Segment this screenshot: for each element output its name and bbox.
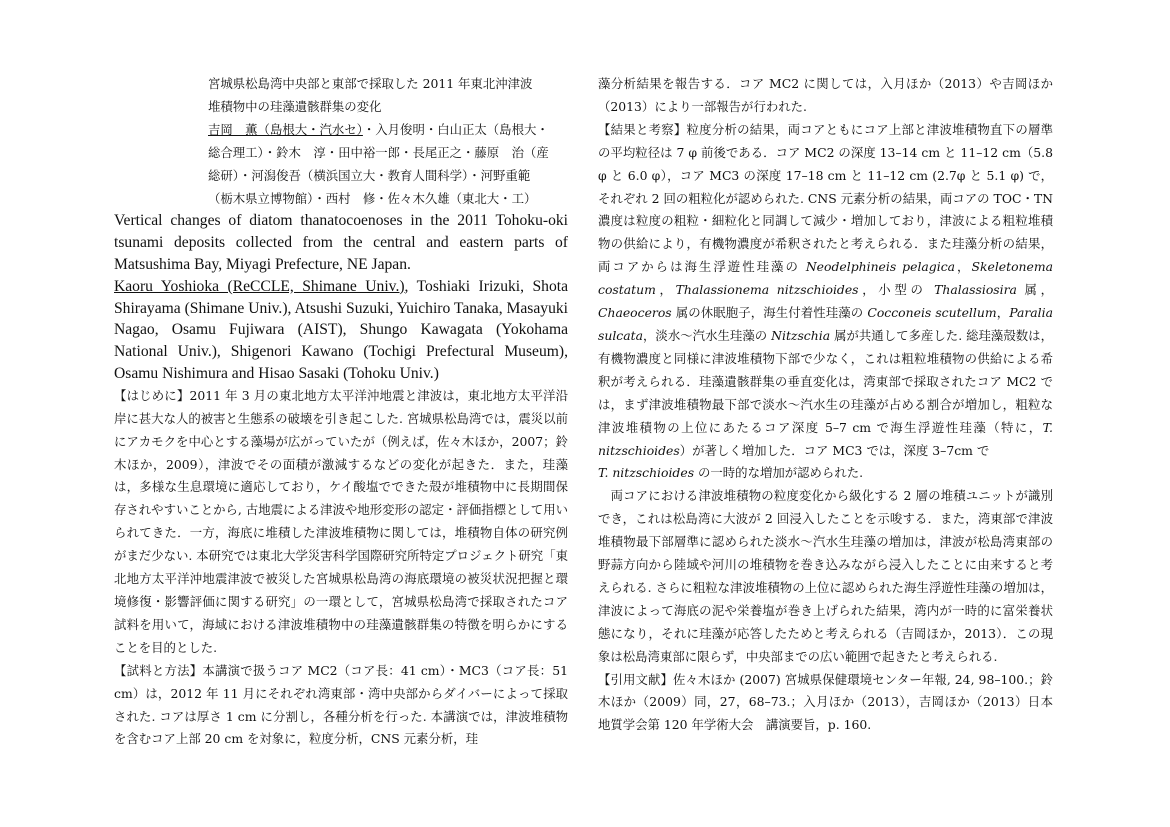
species-name: Paralia sulcata	[598, 305, 1053, 343]
presenter-en: Kaoru Yoshioka (ReCCLE, Shimane Univ.)	[114, 277, 405, 295]
species-name: Cocconeis scutellum	[867, 305, 997, 321]
authors-jp	[114, 119, 568, 211]
results-text: ，淡水〜汽水生珪藻の	[643, 327, 768, 343]
species-name: T. nitzschioides	[598, 465, 695, 481]
species-name: Neodelphineis pelagica	[805, 259, 956, 275]
authors-jp-line3: 総研）・河潟俊吾（横浜国立大・教育人間科学）・河野重範	[208, 167, 531, 183]
authors-jp-line4: （栃木県立博物館）・西村 修・佐々木久雄（東北大・工）	[208, 190, 537, 206]
results-text-2: 両コアにおける津波堆積物の粒度変化から級化する 2 層の堆積ユニットが識別でき，これは松島湾に大波が 2 回浸入したことを示唆する．また，湾東部で津波堆積物最下部層準に認められた淡水〜汽水生珪藻の増加は，津波が松島湾東部の野蒜方向から陸域や河川の堆積物を巻き込みながら浸入したことに由来すると考えられる. さらに粗粒な津波堆積物の上位に認められた海生浮遊性珪藻の増加は，津波によって海底の泥や栄養塩が巻き上げられた結果，湾内が一時的に富栄養状態になり，それに珪藻が応答したためと考えられる（吉岡ほか，2013）．この現象は松島湾東部に限らず，中央部までの広い範囲で起きたと考えられる.	[598, 488, 1054, 664]
references: 【引用文献】佐々木ほか (2007) 宮城県保健環境センター年報, 24, 98–100.；鈴木ほか（2009）同，27，68–73.；入月ほか（2013），吉岡ほか（2013）日本地質学会第 120 年学術大会 講演要旨，p. 160.	[598, 671, 1053, 733]
title-jp	[114, 73, 568, 119]
title-jp-line1: 宮城県松島湾中央部と東部で採取した 2011 年東北沖津波	[208, 76, 533, 91]
presenter-jp: 吉岡 薫（島根大・汽水セ）	[208, 121, 363, 137]
title-jp-line2: 堆積物中の珪藻遺骸群集の変化	[208, 98, 382, 114]
species-name: Nitzschia	[771, 327, 831, 343]
methods-text: 【試料と方法】本講演で扱うコア MC2（コア長：41 cm）・MC3（コア長：51 cm）は，2012 年 11 月にそれぞれ湾東部・湾中央部からダイバーによって採取された. コアは厚さ 1 cm に分割し，各種分析を行った. 本講演では，津波堆積物を含むコア上部 20 cm を対象に，粒度分析，CNS 元素分析，珪	[114, 662, 568, 747]
species-name: Skeletonema costatum	[598, 259, 1053, 298]
results-text: 属の休眠胞子，海生付着性珪藻の	[675, 305, 864, 321]
authors-en-rest: , Toshiaki Irizuki, Shota Shirayama (Shimane Univ.), Atsushi Suzuki, Yuichiro Tanaka, Masayuki Nagao, Osamu Fujiwara (AIST), Shungo Kawagata (Yokohama National Univ.), Shigenori Kawano (Tochigi Prefectural Museum), Osamu Nishimura and Hisao Sasaki (Tohoku Univ.)	[114, 277, 569, 383]
results-text: 属が共通して多産した. 総珪藻殻数は，有機物濃度と同様に津波堆積物下部で少なく，これは粗粒堆積物の供給による希釈が考えられる．珪藻遺骸群集の垂直変化は，湾東部で採取されたコア MC2 では，まず津波堆積物最下部で淡水〜汽水生の珪藻が占める割合が増加し，粗粒な津波堆積物の上位にあたるコア深度 5–7 cm で海生浮遊性珪藻（特に，	[598, 327, 1053, 435]
authors-jp-rest1: ・入月俊明・白山正太（島根大・	[362, 121, 549, 137]
results-paragraph-1: 【結果と考察】粒度分析の結果，両コアともにコア上部と津波堆積物直下の層準の平均粒径は 7 φ 前後である．コア MC2 の深度 13–14 cm と 11–12 cm（5.8 φ と 6.0 φ），コア MC3 の深度 17–18 cm と 11–12 cm (2.7φ と 5.1 φ) で，それぞれ 2 回の粗粒化が認められた. CNS 元素分析の結果，両コアの TOC・TN 濃度は粒度の粗粒・細粒化と同調して減少・増加しており，津波による粗粒堆積物の供給により，有機物濃度が希釈されたと考えられる．また珪藻分析の結果，両コアからは海生浮遊性珪藻の Neodelphineis pelagica，Skeletonema costatum，Thalassionema nitzschioides，小型の Thalassiosira 属，Chaeoceros 属の休眠胞子，海生付着性珪藻の Cocconeis scutellum，Paralia sulcata，淡水〜汽水生珪藻の Nitzschia 属が共通して多産した. 総珪藻殻数は，有機物濃度と同様に津波堆積物下部で少なく，これは粗粒堆積物の供給による希釈が考えられる．珪藻遺骸群集の垂直変化は，湾東部で採取されたコア MC2 では，まず津波堆積物最下部で淡水〜汽水生の珪藻が占める割合が増加し，粗粒な津波堆積物の上位にあたるコア深度 5–7 cm で海生浮遊性珪藻（特に，T. nitzschioides）が著しく増加した．コア MC3 では，深度 3–7cm で T. nitzschioides の一時的な増加が認められた.	[598, 121, 1054, 481]
species-name: Thalassionema nitzschioides	[675, 282, 859, 298]
authors-jp-line2: 総合理工）・鈴木 淳・田中裕一郎・長尾正之・藤原 治（産	[208, 144, 549, 160]
results-text-1: 【結果と考察】粒度分析の結果，両コアともにコア上部と津波堆積物直下の層準の平均粒径は 7 φ 前後である．コア MC2 の深度 13–14 cm と 11–12 cm（5.8 φ と 6.0 φ），コア MC3 の深度 17–18 cm と 11–12 cm (2.7φ と 5.1 φ) で，それぞれ 2 回の粗粒化が認められた. CNS 元素分析の結果，両コアの TOC・TN 濃度は粒度の粗粒・細粒化と同調して減少・増加しており，津波による粗粒堆積物の供給により，有機物濃度が希釈されたと考えられる．また珪藻分析の結果，両コアからは海生浮遊性珪藻の	[598, 121, 1053, 275]
results-text: ）が著しく増加した．コア MC3 では，深度 3–7cm で	[679, 442, 990, 458]
title-en: Vertical changes of diatom thanatocoenoses in the 2011 Tohoku-oki tsunami deposits collected from the central and eastern parts of Matsushima Bay, Miyagi Prefecture, NE Japan.	[114, 212, 568, 274]
results-text: ，小型の	[858, 282, 927, 298]
results-paragraph-2	[598, 485, 1053, 668]
methods-paragraph	[114, 660, 568, 752]
results-text: の一時的な増加が認められた.	[698, 465, 864, 481]
right-column	[598, 73, 1053, 737]
left-column	[114, 73, 568, 751]
methods-continued: 藻分析結果を報告する．コア MC2 に関しては，入月ほか（2013）や吉岡ほか（2013）により一部報告が行われた.	[598, 76, 1053, 114]
intro-paragraph: 【はじめに】2011 年 3 月の東北地方太平洋沖地震と津波は，東北地方太平洋沿岸に甚大な人的被害と生態系の破壊を引き起こした. 宮城県松島湾では，震災以前にアカモクを中心とする藻場が広がっていたが（例えば，佐々木ほか，2007；鈴木ほか，2009），津波でその面積が激減するなどの変化が起きた．また，珪藻は，多様な生息環境に適応しており，ケイ酸塩でできた殻が堆積物中に長期間保存されやすいことから, 古地震による津波や地形変形の認定・評価指標として用いられてきた．一方，海底に堆積した津波堆積物に関しては，堆積物自体の研究例がまだ少ない. 本研究では東北大学災害科学国際研究所特定プロジェクト研究「東北地方太平洋沖地震津波で被災した宮城県松島湾の海底環境の被災状況把握と環境修復・影響評価に関する研究」の一環として，宮城県松島湾で採取されたコア試料を用いて，海域における津波堆積物中の珪藻遺骸群集の特徴を明らかにすることを目的とした.	[114, 387, 568, 655]
results-text: 属，	[1024, 282, 1054, 298]
species-name: Chaeoceros	[598, 305, 672, 321]
species-name: Thalassiosira	[934, 282, 1017, 298]
authors-en	[114, 276, 568, 385]
species-name: T. nitzschioides	[598, 419, 1053, 458]
